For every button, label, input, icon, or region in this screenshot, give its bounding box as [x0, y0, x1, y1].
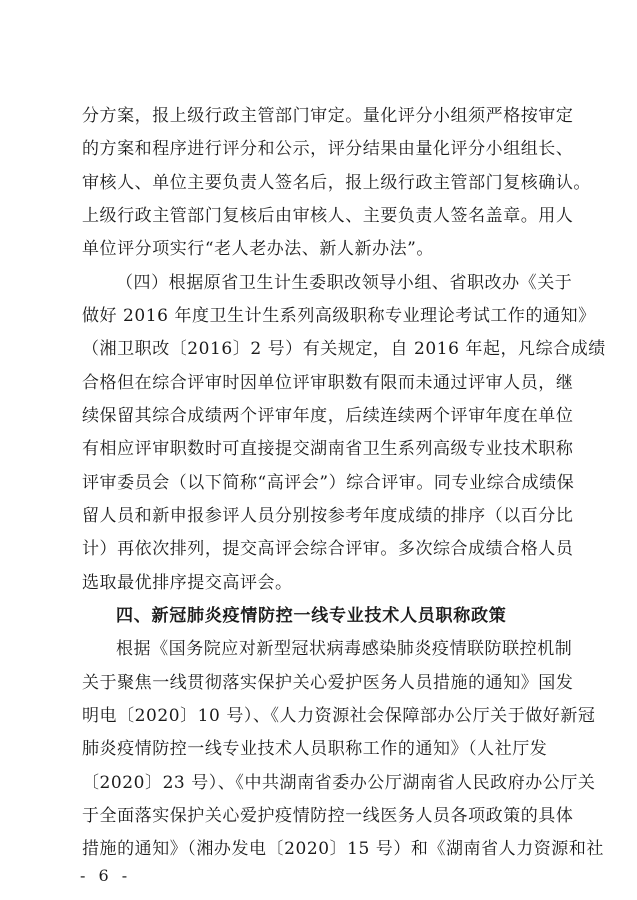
- paragraph-start-line: 根据《国务院应对新型冠状病毒感染肺炎疫情联防联控机制: [116, 639, 573, 659]
- section-heading: 四、新冠肺炎疫情防控一线专业技术人员职称政策: [116, 606, 507, 626]
- body-line: 计）再依次排列，提交高评会综合评审。多次综合成绩合格人员: [82, 539, 574, 559]
- body-line: 选取最优排序提交高评会。: [82, 573, 293, 593]
- body-line: 留人员和新申报参评人员分别按参考年度成绩的排序（以百分比: [82, 506, 574, 526]
- body-line: 单位评分项实行“老人老办法、新人新办法”。: [82, 239, 434, 259]
- body-line: 于全面落实保护关心爱护疫情防控一线医务人员各项政策的具体: [82, 806, 574, 826]
- body-line: 肺炎疫情防控一线专业技术人员职称工作的通知》（人社厅发: [82, 739, 548, 759]
- body-line: 评审委员会（以下简称“高评会”）综合评审。同专业综合成绩保: [82, 473, 575, 493]
- body-line: 合格但在综合评审时因单位评审职数有限而未通过评审人员，继: [82, 373, 574, 393]
- body-line: 分方案，报上级行政主管部门审定。量化评分小组须严格按审定: [82, 106, 574, 126]
- body-line: （湘卫职改〔2016〕2 号）有关规定，自 2016 年起，凡综合成绩: [82, 339, 606, 359]
- body-line: 措施的通知》（湘办发电〔2020〕15 号）和《湖南省人力资源和社: [82, 839, 604, 859]
- body-line: 〔2020〕23 号）、《中共湖南省委办公厅湖南省人民政府办公厅关: [82, 773, 596, 793]
- body-line: 审核人、单位主要负责人签名后，报上级行政主管部门复核确认。: [82, 173, 591, 193]
- page-number: - 6 -: [80, 866, 132, 885]
- body-line: 做好 2016 年度卫生计生系列高级职称专业理论考试工作的通知》: [82, 306, 596, 326]
- body-line: 续保留其综合成绩两个评审年度，后续连续两个评审年度在单位: [82, 406, 574, 426]
- body-line: 上级行政主管部门复核后由审核人、主要负责人签名盖章。用人: [82, 206, 574, 226]
- body-line: 的方案和程序进行评分和公示，评分结果由量化评分小组组长、: [82, 139, 574, 159]
- body-line: 明电〔2020〕10 号）、《人力资源社会保障部办公厅关于做好新冠: [82, 706, 596, 726]
- body-line: 有相应评审职数时可直接提交湖南省卫生系列高级专业技术职称: [82, 439, 574, 459]
- body-line: 关于聚焦一线贯彻落实保护关心爱护医务人员措施的通知》国发: [82, 673, 574, 693]
- paragraph-start-line: （四）根据原省卫生计生委职改领导小组、省职改办《关于: [116, 273, 573, 293]
